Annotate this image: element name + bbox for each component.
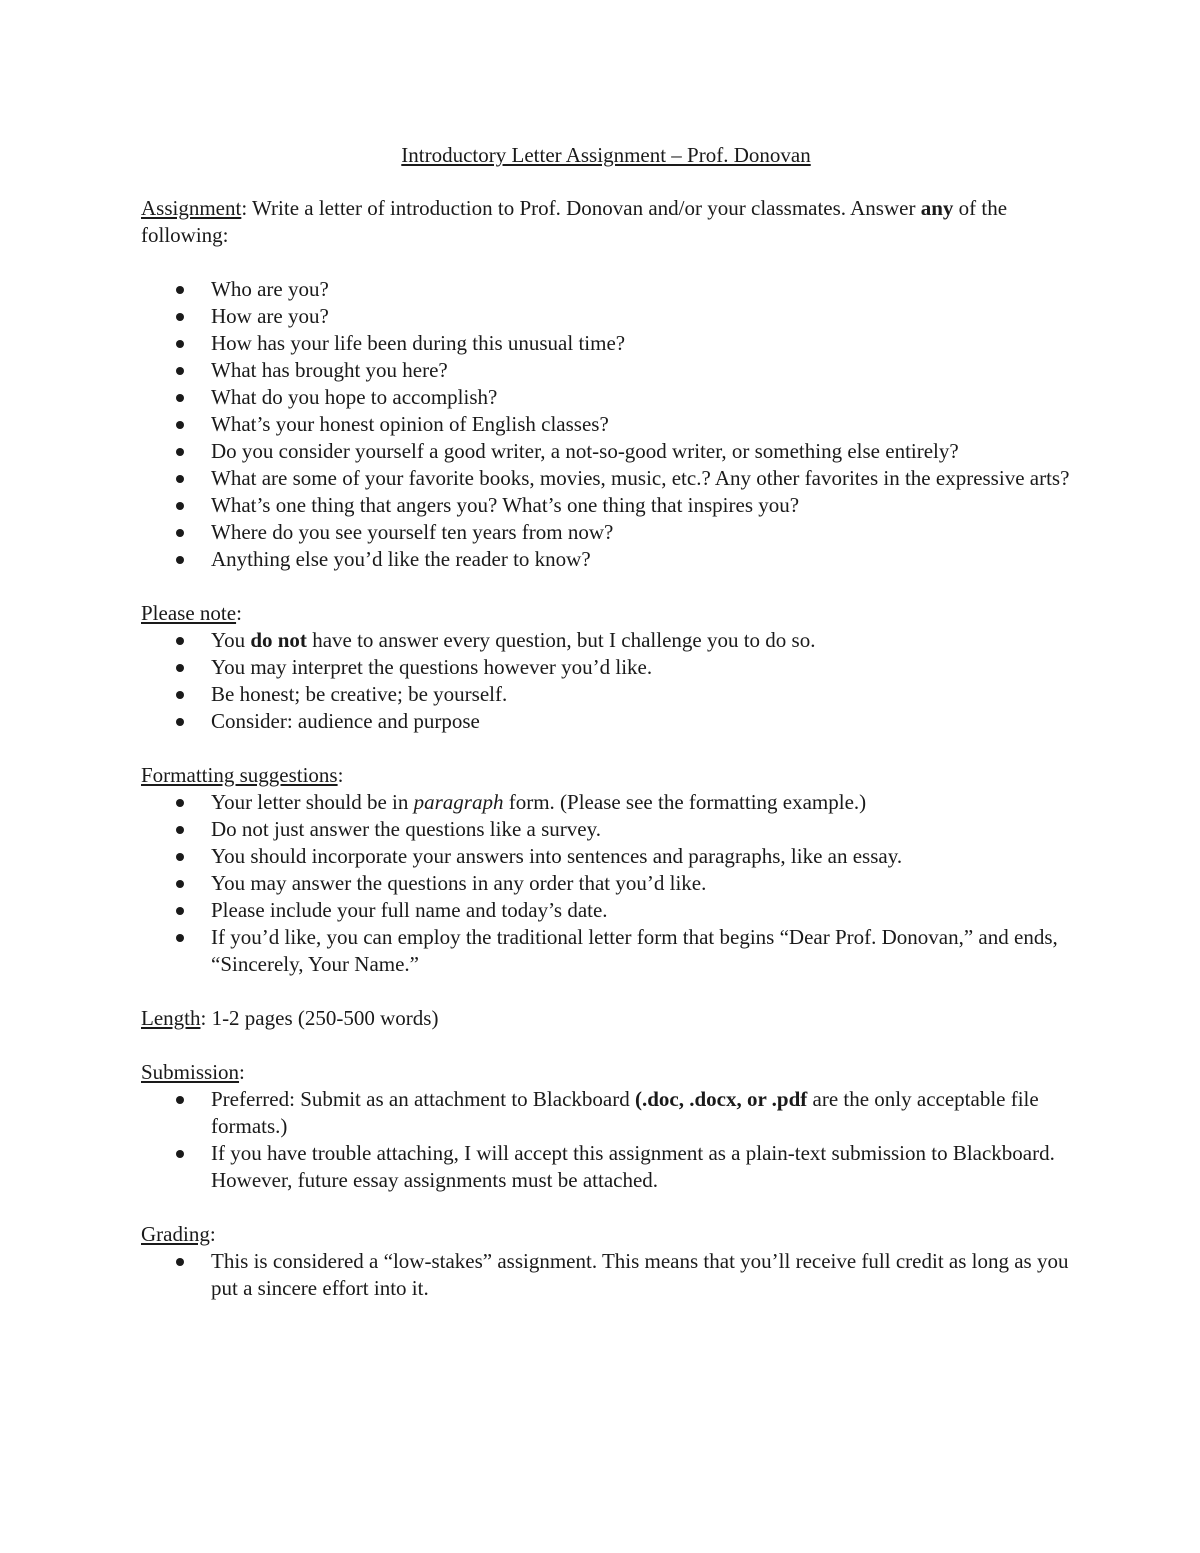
list-item: Where do you see yourself ten years from now? bbox=[141, 519, 1071, 546]
submission-section bbox=[141, 1059, 1071, 1194]
grading-list bbox=[141, 1248, 1071, 1302]
list-item: What do you hope to accomplish? bbox=[141, 384, 1071, 411]
formatting-heading: Formatting suggestions: bbox=[141, 763, 344, 787]
list-item: Please include your full name and today’s date. bbox=[141, 897, 1071, 924]
list-item: If you’d like, you can employ the traditional letter form that begins “Dear Prof. Donovan,” and ends, “Sincerely, Your Name.” bbox=[141, 924, 1071, 978]
list-item: Be honest; be creative; be yourself. bbox=[141, 681, 1071, 708]
list-item: Preferred: Submit as an attachment to Blackboard (.doc, .docx, or .pdf are the only acceptable file formats.) bbox=[141, 1086, 1071, 1140]
list-item: Consider: audience and purpose bbox=[141, 708, 1071, 735]
list-item: Do you consider yourself a good writer, a not-so-good writer, or something else entirely? bbox=[141, 438, 1071, 465]
note-list bbox=[141, 627, 1071, 735]
formatting-list bbox=[141, 789, 1071, 978]
list-item: What’s one thing that angers you? What’s one thing that inspires you? bbox=[141, 492, 1071, 519]
list-item: What has brought you here? bbox=[141, 357, 1071, 384]
list-item: Do not just answer the questions like a survey. bbox=[141, 816, 1071, 843]
list-item: This is considered a “low-stakes” assignment. This means that you’ll receive full credit as long as you put a sincere effort into it. bbox=[141, 1248, 1071, 1302]
submission-heading: Submission: bbox=[141, 1060, 245, 1084]
list-item: Anything else you’d like the reader to know? bbox=[141, 546, 1071, 573]
submission-list bbox=[141, 1086, 1071, 1194]
list-item: You should incorporate your answers into sentences and paragraphs, like an essay. bbox=[141, 843, 1071, 870]
list-item: You do not have to answer every question, but I challenge you to do so. bbox=[141, 627, 1071, 654]
list-item: What’s your honest opinion of English classes? bbox=[141, 411, 1071, 438]
list-item: How has your life been during this unusual time? bbox=[141, 330, 1071, 357]
list-item: How are you? bbox=[141, 303, 1071, 330]
length-line: Length: 1-2 pages (250-500 words) bbox=[141, 1006, 439, 1030]
note-heading: Please note: bbox=[141, 601, 242, 625]
grading-section bbox=[141, 1221, 1071, 1302]
list-item: Who are you? bbox=[141, 276, 1071, 303]
assignment-label: Assignment bbox=[141, 196, 242, 220]
list-item: Your letter should be in paragraph form. (Please see the formatting example.) bbox=[141, 789, 1071, 816]
note-section bbox=[141, 600, 1071, 735]
list-item: You may answer the questions in any order that you’d like. bbox=[141, 870, 1071, 897]
formatting-section bbox=[141, 762, 1071, 978]
document-page bbox=[141, 142, 1071, 1302]
length-section bbox=[141, 1005, 1071, 1032]
list-item: If you have trouble attaching, I will accept this assignment as a plain-text submission to Blackboard. However, future essay assignments must be attached. bbox=[141, 1140, 1071, 1194]
page-title: Introductory Letter Assignment – Prof. Donovan bbox=[401, 143, 811, 167]
grading-heading: Grading: bbox=[141, 1222, 216, 1246]
question-list bbox=[141, 276, 1071, 573]
assignment-intro: Assignment: Write a letter of introduction to Prof. Donovan and/or your classmates. Answer any of the following: bbox=[141, 196, 1008, 247]
list-item: What are some of your favorite books, movies, music, etc.? Any other favorites in the expressive arts? bbox=[141, 465, 1071, 492]
list-item: You may interpret the questions however you’d like. bbox=[141, 654, 1071, 681]
